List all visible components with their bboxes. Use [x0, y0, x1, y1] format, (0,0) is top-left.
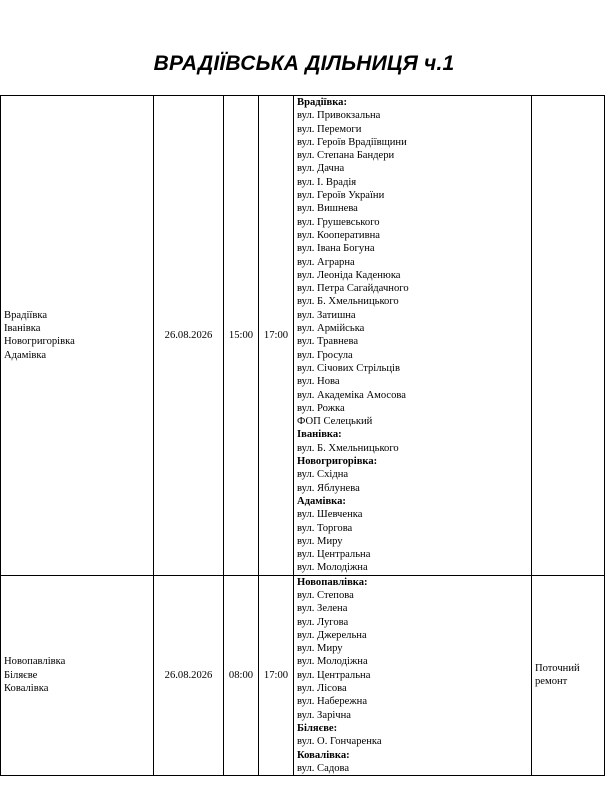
- reason-text: ремонт: [535, 676, 568, 688]
- street-item: вул. Армійська: [297, 323, 365, 335]
- street-item: вул. Молодіжна: [297, 562, 368, 574]
- street-item: вул. Степова: [297, 589, 354, 601]
- outage-schedule-table: [0, 95, 605, 776]
- time-to-cell: 17:00: [259, 96, 294, 576]
- time-from-cell: 15:00: [224, 96, 259, 576]
- street-item: вул. Миру: [297, 643, 343, 655]
- time-from-cell: 08:00: [224, 575, 259, 775]
- street-item: ФОП Селецький: [297, 416, 373, 428]
- locality-name: Новогригорівка: [4, 336, 75, 348]
- date-cell: 26.08.2026: [154, 575, 224, 775]
- locality-name: Адамівка: [4, 349, 47, 361]
- street-item: вул. Східна: [297, 469, 349, 481]
- streets-cell: [294, 96, 532, 576]
- village-heading: Новопавлівка:: [297, 576, 368, 588]
- schedule-table-body: [1, 96, 605, 776]
- street-item: вул. Яблунева: [297, 482, 360, 494]
- street-item: вул. Центральна: [297, 549, 371, 561]
- streets-cell: [294, 575, 532, 775]
- locality-name: Іванівка: [4, 323, 41, 335]
- street-item: вул. Лісова: [297, 683, 347, 695]
- street-item: вул. Січових Стрільців: [297, 362, 400, 374]
- street-item: вул. Б. Хмельницького: [297, 442, 399, 454]
- street-item: вул. Джерельна: [297, 629, 367, 641]
- village-heading: Іванівка:: [297, 429, 342, 441]
- reason-cell: [532, 96, 605, 576]
- village-heading: Ковалівка:: [297, 749, 350, 761]
- localities-cell: [1, 96, 154, 576]
- street-item: вул. Академіка Амосова: [297, 389, 406, 401]
- street-item: вул. Молодіжна: [297, 656, 368, 668]
- street-item: вул. Рожка: [297, 402, 345, 414]
- street-item: вул. Петра Сагайдачного: [297, 283, 409, 295]
- street-item: вул. Набережна: [297, 696, 368, 708]
- localities-cell: [1, 575, 154, 775]
- locality-name: Новопавлівка: [4, 656, 66, 668]
- street-item: вул. Б. Хмельницького: [297, 296, 399, 308]
- reason-text: Поточний: [535, 663, 580, 675]
- time-to-cell: 17:00: [259, 575, 294, 775]
- page-title: ВРАДІЇВСЬКА ДІЛЬНИЦЯ ч.1: [153, 52, 455, 75]
- street-item: вул. Зарічна: [297, 709, 352, 721]
- street-item: вул. Лугова: [297, 616, 349, 628]
- street-item: вул. Гросула: [297, 349, 353, 361]
- street-item: вул. Садова: [297, 762, 350, 774]
- village-heading: Новогригорівка:: [297, 456, 378, 468]
- street-item: вул. Вишнева: [297, 203, 358, 215]
- street-item: вул. Затишна: [297, 309, 356, 321]
- street-item: вул. Травнева: [297, 336, 359, 348]
- table-row: [1, 96, 605, 576]
- street-item: вул. Миру: [297, 535, 343, 547]
- street-item: вул. Зелена: [297, 603, 348, 615]
- street-item: вул. Дачна: [297, 163, 345, 175]
- street-item: вул. Нова: [297, 376, 340, 388]
- village-heading: Адамівка:: [297, 495, 346, 507]
- street-item: вул. Героїв Врадіївщини: [297, 136, 407, 148]
- street-item: вул. Шевченка: [297, 509, 363, 521]
- street-item: вул. Торгова: [297, 522, 353, 534]
- street-item: вул. Героїв України: [297, 190, 385, 202]
- village-heading: Врадіївка:: [297, 97, 347, 108]
- street-item: вул. Привокзальна: [297, 110, 381, 122]
- street-item: вул. Центральна: [297, 669, 371, 681]
- street-item: вул. Івана Богуна: [297, 243, 375, 255]
- village-heading: Біляєве:: [297, 722, 338, 734]
- street-item: вул. Кооперативна: [297, 229, 380, 241]
- street-item: вул. І. Врадія: [297, 176, 357, 188]
- street-item: вул. Леоніда Каденюка: [297, 269, 401, 281]
- locality-name: Біляєве: [4, 669, 38, 681]
- street-item: вул. Грушевського: [297, 216, 380, 228]
- street-item: вул. Перемоги: [297, 123, 362, 135]
- street-item: вул. О. Гончаренка: [297, 736, 382, 748]
- table-row: [1, 575, 605, 775]
- locality-name: Врадіївка: [4, 309, 48, 321]
- date-cell: 26.08.2026: [154, 96, 224, 576]
- locality-name: Ковалівка: [4, 683, 49, 695]
- reason-cell: [532, 575, 605, 775]
- street-item: вул. Аграрна: [297, 256, 355, 268]
- street-item: вул. Степана Бандери: [297, 150, 395, 162]
